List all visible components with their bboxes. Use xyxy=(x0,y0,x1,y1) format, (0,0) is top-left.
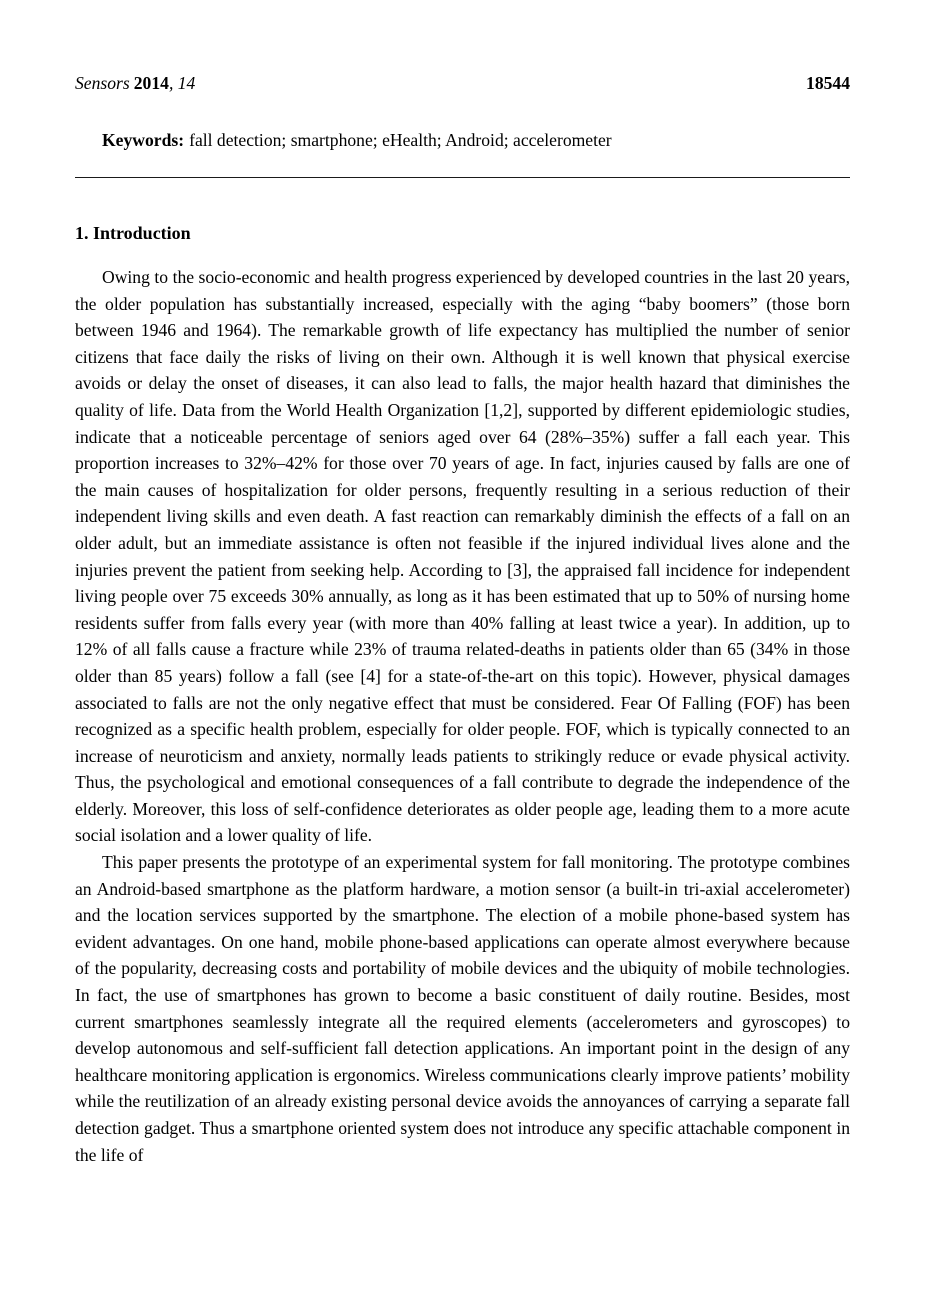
section-heading: 1. Introduction xyxy=(75,223,191,243)
intro-paragraph-1: Owing to the socio-economic and health progress experienced by developed countries in the last 20 years, the older population has substantially increased, especially with the aging “baby boomers” (those born between 1946 and 1964). The remarkable growth of life expectancy has multiplied the number of senior citizens that face daily the risks of living on their own. Although it is well known that physical exercise avoids or delay the onset of diseases, it can also lead to falls, the major health hazard that diminishes the quality of life. Data from the World Health Organization [1,2], supported by different epidemiologic studies, indicate that a noticeable percentage of seniors aged over 64 (28%–35%) suffer a fall each year. This proportion increases to 32%–42% for those over 70 years of age. In fact, injuries caused by falls are one of the main causes of hospitalization for older persons, frequently resulting in a serious reduction of their independent living skills and even death. A fast reaction can remarkably diminish the effects of a fall on an older adult, but an immediate assistance is often not feasible if the injured individual lives alone and the injuries prevent the patient from seeking help. According to [3], the appraised fall incidence for independent living people over 75 exceeds 30% annually, as long as it has been estimated that up to 50% of nursing home residents suffer from falls every year (with more than 40% falling at least twice a year). In addition, up to 12% of all falls cause a fracture while 23% of trauma related-deaths in patients older than 65 (34% in those older than 85 years) follow a fall (see [4] for a state-of-the-art on this topic). However, physical damages associated to falls are not the only negative effect that must be considered. Fear Of Falling (FOF) has been recognized as a specific health problem, especially for older people. FOF, which is typically connected to an increase of neuroticism and anxiety, normally leads patients to strikingly reduce or evade physical activity. Thus, the psychological and emotional consequences of a fall contribute to degrade the independence of the elderly. Moreover, this loss of self-confidence deteriorates as older people age, leading them to a more acute social isolation and a lower quality of life. xyxy=(75,267,850,846)
journal-year: 2014 xyxy=(133,73,169,93)
keywords-text: fall detection; smartphone; eHealth; Android; accelerometer xyxy=(189,130,612,150)
page-content xyxy=(75,0,850,1168)
journal-volume: , 14 xyxy=(168,73,196,93)
page-number: 18544 xyxy=(806,73,850,93)
running-header xyxy=(75,73,850,93)
journal-citation xyxy=(75,73,195,93)
keywords-label: Keywords: xyxy=(102,130,185,150)
keywords-line xyxy=(75,129,850,151)
introduction-body xyxy=(75,264,850,1168)
intro-paragraph-2: This paper presents the prototype of an experimental system for fall monitoring. The prototype combines an Android-based smartphone as the platform hardware, a motion sensor (a built-in tri-axial accelerometer) and the location services supported by the smartphone. The election of a mobile phone-based system has evident advantages. On one hand, mobile phone-based applications can operate almost everywhere because of the popularity, decreasing costs and portability of mobile devices and the ubiquity of mobile technologies. In fact, the use of smartphones has grown to become a basic constituent of daily routine. Besides, most current smartphones seamlessly integrate all the required elements (accelerometers and gyroscopes) to develop autonomous and self-sufficient fall detection applications. An important point in the design of any healthcare monitoring application is ergonomics. Wireless communications clearly improve patients’ mobility while the reutilization of an already existing personal device avoids the annoyances of carrying a separate fall detection gadget. Thus a smartphone oriented system does not introduce any specific attachable component in the life of xyxy=(75,852,850,1165)
journal-name: Sensors xyxy=(75,73,130,93)
divider-rule xyxy=(75,177,850,178)
